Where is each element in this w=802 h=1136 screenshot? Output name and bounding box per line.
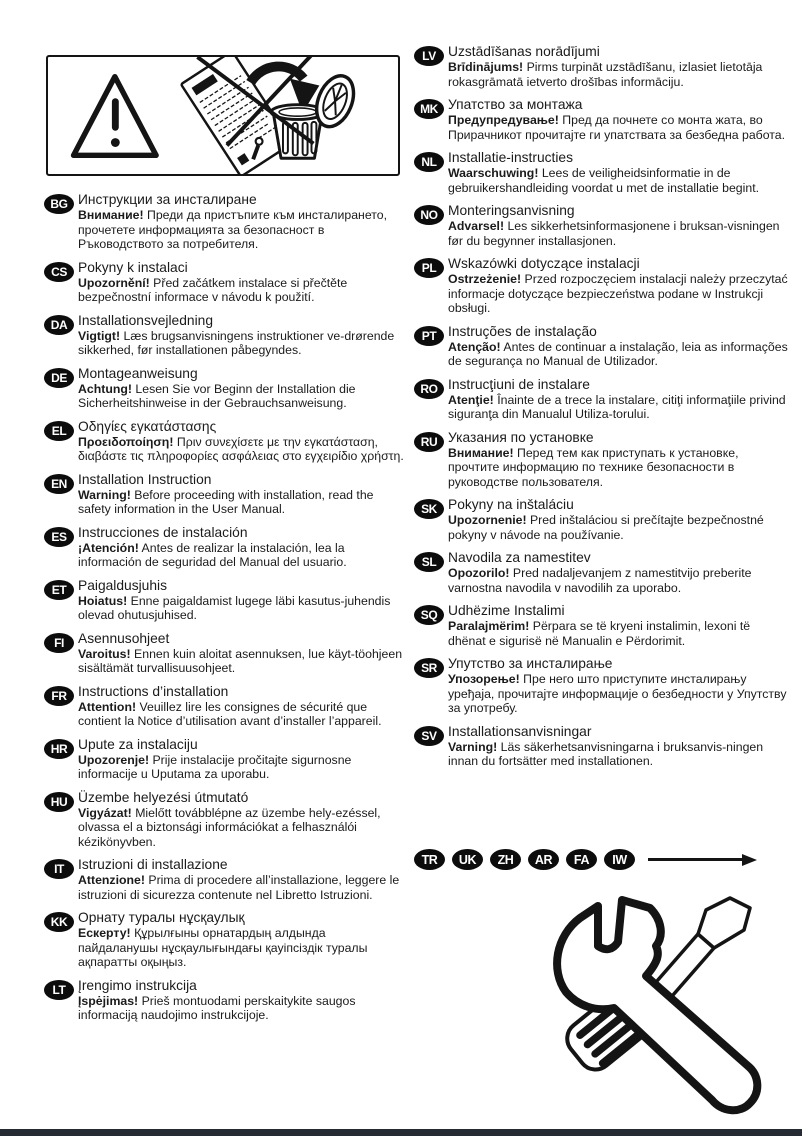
language-code-badge: NO bbox=[414, 205, 444, 225]
page-bottom-bar bbox=[0, 1129, 802, 1136]
warning-word: Упозорење! bbox=[448, 672, 520, 686]
entry-body bbox=[78, 700, 404, 729]
entry-title: Üzembe helyezési útmutató bbox=[78, 789, 249, 805]
language-entry bbox=[44, 737, 404, 782]
language-code-badge: MK bbox=[414, 99, 444, 119]
warning-text: Pirms turpināt uzstādīšanu, izlasiet lietotāja rokasgrāmatā ietverto drošības informāciju. bbox=[448, 60, 763, 89]
language-entry bbox=[414, 203, 788, 248]
warning-word: ¡Atención! bbox=[78, 540, 139, 555]
language-entry bbox=[44, 260, 404, 305]
language-entry bbox=[44, 684, 404, 729]
language-code-badge: ET bbox=[44, 580, 74, 600]
right-arrow-icon bbox=[648, 854, 757, 866]
footer-illustration bbox=[526, 884, 796, 1124]
entry-body bbox=[78, 435, 404, 464]
warning-text: Lees de veiligheidsinformatie in de gebruikershandleiding voordat u met de installatie begint. bbox=[448, 166, 760, 195]
language-entry bbox=[44, 978, 404, 1023]
entry-title: Instrucciones de instalación bbox=[78, 524, 248, 540]
entry-body bbox=[78, 647, 404, 676]
warning-text: Lesen Sie vor Beginn der Installation die Sicherheitshinweise in der Gebrauchsanweisung. bbox=[78, 381, 356, 410]
warning-word: Attenzione! bbox=[78, 873, 145, 887]
warning-word: Varning! bbox=[448, 739, 498, 754]
entry-title: Pokyny na inštaláciu bbox=[448, 497, 574, 512]
warning-word: Ostrzeżenie! bbox=[448, 272, 522, 286]
warning-word: Įspėjimas! bbox=[78, 993, 139, 1008]
language-code-badge: NL bbox=[414, 152, 444, 172]
entry-title: Upute za instalaciju bbox=[78, 736, 198, 752]
language-entry bbox=[414, 603, 788, 648]
entry-body bbox=[448, 166, 788, 195]
entry-body bbox=[78, 541, 404, 570]
entry-body bbox=[78, 276, 404, 305]
warning-text: Læs brugsanvisningens instruktioner ve-drørende sikkerhed, før installationen påbegyndes. bbox=[78, 328, 395, 357]
language-code-badge: HR bbox=[44, 739, 74, 759]
language-code-badge: LV bbox=[414, 46, 444, 66]
entry-body bbox=[78, 488, 404, 517]
language-code-badge: EN bbox=[44, 474, 74, 494]
entry-title: Navodila za namestitev bbox=[448, 550, 591, 565]
language-entry bbox=[414, 97, 788, 142]
entry-body bbox=[448, 219, 788, 248]
warning-text: Πριν συνεχίσετε με την εγκατάσταση, διαβάστε τις πληροφορίες ασφάλειας στο εγχειρίδιο χρήστη. bbox=[78, 434, 404, 463]
language-entry bbox=[414, 377, 788, 422]
entry-body bbox=[78, 753, 404, 782]
language-entry bbox=[414, 44, 788, 89]
entry-title: Указания по установке bbox=[448, 429, 594, 445]
language-entry bbox=[414, 497, 788, 542]
entry-body bbox=[78, 926, 404, 970]
language-entry bbox=[414, 550, 788, 595]
warning-text: Pred inštaláciou si prečítajte bezpečnostné pokyny v návode na používanie. bbox=[448, 513, 764, 542]
language-code-badge: UK bbox=[452, 849, 483, 870]
do-not-discard-manual-icon bbox=[48, 57, 398, 174]
entry-title: Instrucţiuni de instalare bbox=[448, 376, 590, 392]
language-code-badge: SK bbox=[414, 499, 444, 519]
warning-text: Prima di procedere all’installazione, leggere le istruzioni di sicurezza contenute nel Libretto Istruzioni. bbox=[78, 873, 400, 902]
language-entry bbox=[414, 724, 788, 769]
warning-word: Atenção! bbox=[448, 339, 501, 354]
entry-body bbox=[78, 873, 404, 902]
language-entry bbox=[414, 430, 788, 490]
warning-text: Prije instalacije pročitajte sigurnosne informacije u Uputama za uporabu. bbox=[78, 752, 352, 781]
entry-title: Uzstādīšanas norādījumi bbox=[448, 44, 600, 59]
wrench-and-screwdriver-icon bbox=[526, 884, 796, 1124]
warning-text: Pred nadaljevanjem z namestitvijo preberite varnostna navodila v navodilih za uporabo. bbox=[448, 566, 752, 595]
entry-title: Wskazówki dotyczące instalacji bbox=[448, 256, 640, 271]
language-code-badge: BG bbox=[44, 194, 74, 214]
entry-body bbox=[78, 329, 404, 358]
warning-text: Mielőtt továbblépne az üzembe hely-ezéssel, olvassa el a biztonsági információkat a felhasználói kézikönyvben. bbox=[78, 805, 381, 849]
entry-body bbox=[448, 272, 788, 316]
more-languages-row bbox=[414, 849, 757, 870]
warning-text: Before proceeding with installation, read the safety information in the User Manual. bbox=[78, 487, 374, 516]
warning-text: Пре него што приступите инсталирању уређаја, прочитајте информације о безбедности у Упутству за употребу. bbox=[448, 672, 787, 715]
language-code-badge: PT bbox=[414, 326, 444, 346]
warning-text: Prieš montuodami perskaitykite saugos informaciją naudojimo instrukcijoje. bbox=[78, 993, 356, 1022]
language-code-badge: PL bbox=[414, 258, 444, 278]
header-illustration-box bbox=[46, 55, 400, 176]
warning-word: Upozornění! bbox=[78, 275, 150, 290]
warning-text: Läs säkerhetsanvisningarna i bruksanvis-ningen innan du fortsätter med installationen. bbox=[448, 739, 764, 768]
language-code-badge: SL bbox=[414, 552, 444, 572]
entry-title: Οδηγίες εγκατάστασης bbox=[78, 418, 217, 434]
entry-title: Installationsvejledning bbox=[78, 312, 213, 328]
language-code-badge: KK bbox=[44, 912, 74, 932]
language-entry bbox=[414, 324, 788, 369]
warning-word: Advarsel! bbox=[448, 219, 505, 233]
entry-title: Istruzioni di installazione bbox=[78, 857, 228, 872]
warning-word: Attention! bbox=[78, 699, 137, 714]
entry-title: Paigaldusjuhis bbox=[78, 577, 167, 593]
entry-body bbox=[448, 113, 788, 142]
entry-title: Installatie-instructies bbox=[448, 150, 573, 165]
language-entry bbox=[44, 857, 404, 902]
language-code-badge: IW bbox=[604, 849, 635, 870]
warning-word: Varoitus! bbox=[78, 646, 131, 661]
entry-body bbox=[78, 594, 404, 623]
entry-body bbox=[448, 446, 788, 490]
entry-body bbox=[78, 382, 404, 411]
warning-text: Ennen kuin aloitat asennuksen, lue käyt-töohjeen sisältämät turvallisuusohjeet. bbox=[78, 646, 403, 675]
language-code-badge: EL bbox=[44, 421, 74, 441]
warning-word: Achtung! bbox=[78, 381, 132, 396]
language-code-badge: RU bbox=[414, 432, 444, 452]
language-column-right bbox=[414, 44, 788, 777]
language-code-badge: CS bbox=[44, 262, 74, 282]
warning-text: Antes de realizar la instalación, lea la información de seguridad del Manual del usuario. bbox=[78, 540, 347, 569]
language-entry bbox=[44, 631, 404, 676]
entry-title: Asennusohjeet bbox=[78, 630, 170, 646]
language-code-badge: AR bbox=[528, 849, 559, 870]
warning-word: Upozornenie! bbox=[448, 513, 527, 527]
warning-word: Opozorilo! bbox=[448, 566, 510, 580]
entry-title: Pokyny k instalaci bbox=[78, 259, 188, 275]
entry-title: Instructions d’installation bbox=[78, 683, 229, 699]
language-code-badge: ES bbox=[44, 527, 74, 547]
warning-text: Les sikkerhetsinformasjonene i bruksan-visningen før du begynner installasjonen. bbox=[448, 219, 780, 248]
warning-word: Atenţie! bbox=[448, 392, 494, 407]
language-entry bbox=[44, 525, 404, 570]
language-code-badge: FR bbox=[44, 686, 74, 706]
language-entry bbox=[414, 256, 788, 316]
language-code-badge: RO bbox=[414, 379, 444, 399]
language-entry bbox=[44, 578, 404, 623]
language-code-badge: SV bbox=[414, 726, 444, 746]
warning-text: Veuillez lire les consignes de sécurité que contient la Notice d’utilisation avant d’installer l’appareil. bbox=[78, 699, 382, 728]
warning-word: Ескерту! bbox=[78, 926, 131, 940]
language-entry bbox=[44, 313, 404, 358]
entry-title: Орнату туралы нұсқаулық bbox=[78, 910, 245, 925]
language-entry bbox=[44, 472, 404, 517]
warning-text: Përpara se të kryeni instalimin, lexoni të dhënat e sigurisë në Manualin e Përdorimit. bbox=[448, 619, 751, 648]
entry-title: Упатство за монтажа bbox=[448, 97, 583, 112]
language-code-badge: ZH bbox=[490, 849, 521, 870]
entry-title: Упутство за инсталирање bbox=[448, 656, 613, 671]
warning-word: Upozorenje! bbox=[78, 752, 150, 767]
warning-text: Před začátkem instalace si přečtěte bezpečnostní informace v návodu k použití. bbox=[78, 275, 348, 304]
warning-word: Vigyázat! bbox=[78, 805, 132, 820]
entry-title: Installation Instruction bbox=[78, 471, 212, 487]
language-code-badge: HU bbox=[44, 792, 74, 812]
entry-body bbox=[78, 208, 404, 252]
language-code-badge: TR bbox=[414, 849, 445, 870]
entry-title: Įrengimo instrukcija bbox=[78, 977, 197, 993]
entry-body bbox=[78, 806, 404, 850]
warning-text: Înainte de a trece la instalare, citiţi informaţiile privind siguranţa din Manualul Utiliza-torului. bbox=[448, 392, 786, 421]
warning-word: Brīdinājums! bbox=[448, 60, 524, 74]
entry-title: Udhëzime Instalimi bbox=[448, 603, 565, 618]
warning-word: Предупредување! bbox=[448, 113, 559, 127]
entry-title: Instruções de instalação bbox=[448, 323, 597, 339]
warning-text: Antes de continuar a instalação, leia as informações de segurança no Manual de Utilizador. bbox=[448, 339, 788, 368]
language-entry bbox=[44, 790, 404, 850]
warning-text: Przed rozpoczęciem instalacji należy przeczytać informacje dotyczące bezpieczeństwa podane w Instrukcji obsługi. bbox=[448, 272, 788, 315]
language-code-badge: FA bbox=[566, 849, 597, 870]
warning-word: Hoiatus! bbox=[78, 593, 128, 608]
language-code-badge: SR bbox=[414, 658, 444, 678]
warning-text: Преди да пристъпите към инсталирането, прочетете информацията за безопасност в Ръководството за потребителя. bbox=[78, 208, 388, 251]
entry-title: Monteringsanvisning bbox=[448, 203, 575, 218]
language-entry bbox=[44, 419, 404, 464]
warning-word: Waarschuwing! bbox=[448, 166, 539, 180]
language-code-badge: DA bbox=[44, 315, 74, 335]
language-code-badge: SQ bbox=[414, 605, 444, 625]
entry-body bbox=[448, 60, 788, 89]
entry-body bbox=[448, 513, 788, 542]
entry-body bbox=[78, 994, 404, 1023]
entry-body bbox=[448, 672, 788, 716]
language-entry bbox=[44, 366, 404, 411]
warning-word: Vigtigt! bbox=[78, 328, 121, 343]
warning-text: Пред да почнете со монта жата, во Прирачникот прочитајте ги упатствата за безбедна работа. bbox=[448, 113, 786, 142]
language-entry bbox=[44, 910, 404, 970]
language-code-badge: LT bbox=[44, 980, 74, 1000]
warning-triangle-icon bbox=[74, 77, 157, 156]
language-code-badge: DE bbox=[44, 368, 74, 388]
language-code-badge: IT bbox=[44, 859, 74, 879]
warning-text: Enne paigaldamist lugege läbi kasutus-juhendis olevad ohutusjuhised. bbox=[78, 593, 391, 622]
warning-word: Warning! bbox=[78, 487, 131, 502]
warning-word: Внимание! bbox=[448, 445, 514, 460]
entry-title: Инструкции за инсталиране bbox=[78, 192, 257, 207]
entry-body bbox=[448, 619, 788, 648]
language-column-left bbox=[44, 192, 404, 1031]
language-entry bbox=[414, 656, 788, 716]
warning-text: Перед тем как приступать к установке, прочтите информацию по технике безопасности в руководстве пользователя. bbox=[448, 445, 739, 489]
warning-word: Внимание! bbox=[78, 208, 144, 222]
entry-body bbox=[448, 566, 788, 595]
language-entry bbox=[44, 192, 404, 252]
entry-title: Montageanweisung bbox=[78, 365, 198, 381]
warning-word: Προειδοποίηση! bbox=[78, 434, 174, 449]
language-entry bbox=[414, 150, 788, 195]
warning-text: Құрылғыны орнатардың алдында пайдаланушы нұсқаулығындағы қауіпсіздік туралы ақпаратты оқыңыз. bbox=[78, 926, 368, 969]
entry-body bbox=[448, 740, 788, 769]
entry-title: Installationsanvisningar bbox=[448, 723, 592, 739]
warning-word: Paralajmërim! bbox=[448, 619, 530, 633]
entry-body bbox=[448, 340, 788, 369]
entry-body bbox=[448, 393, 788, 422]
language-code-badge: FI bbox=[44, 633, 74, 653]
